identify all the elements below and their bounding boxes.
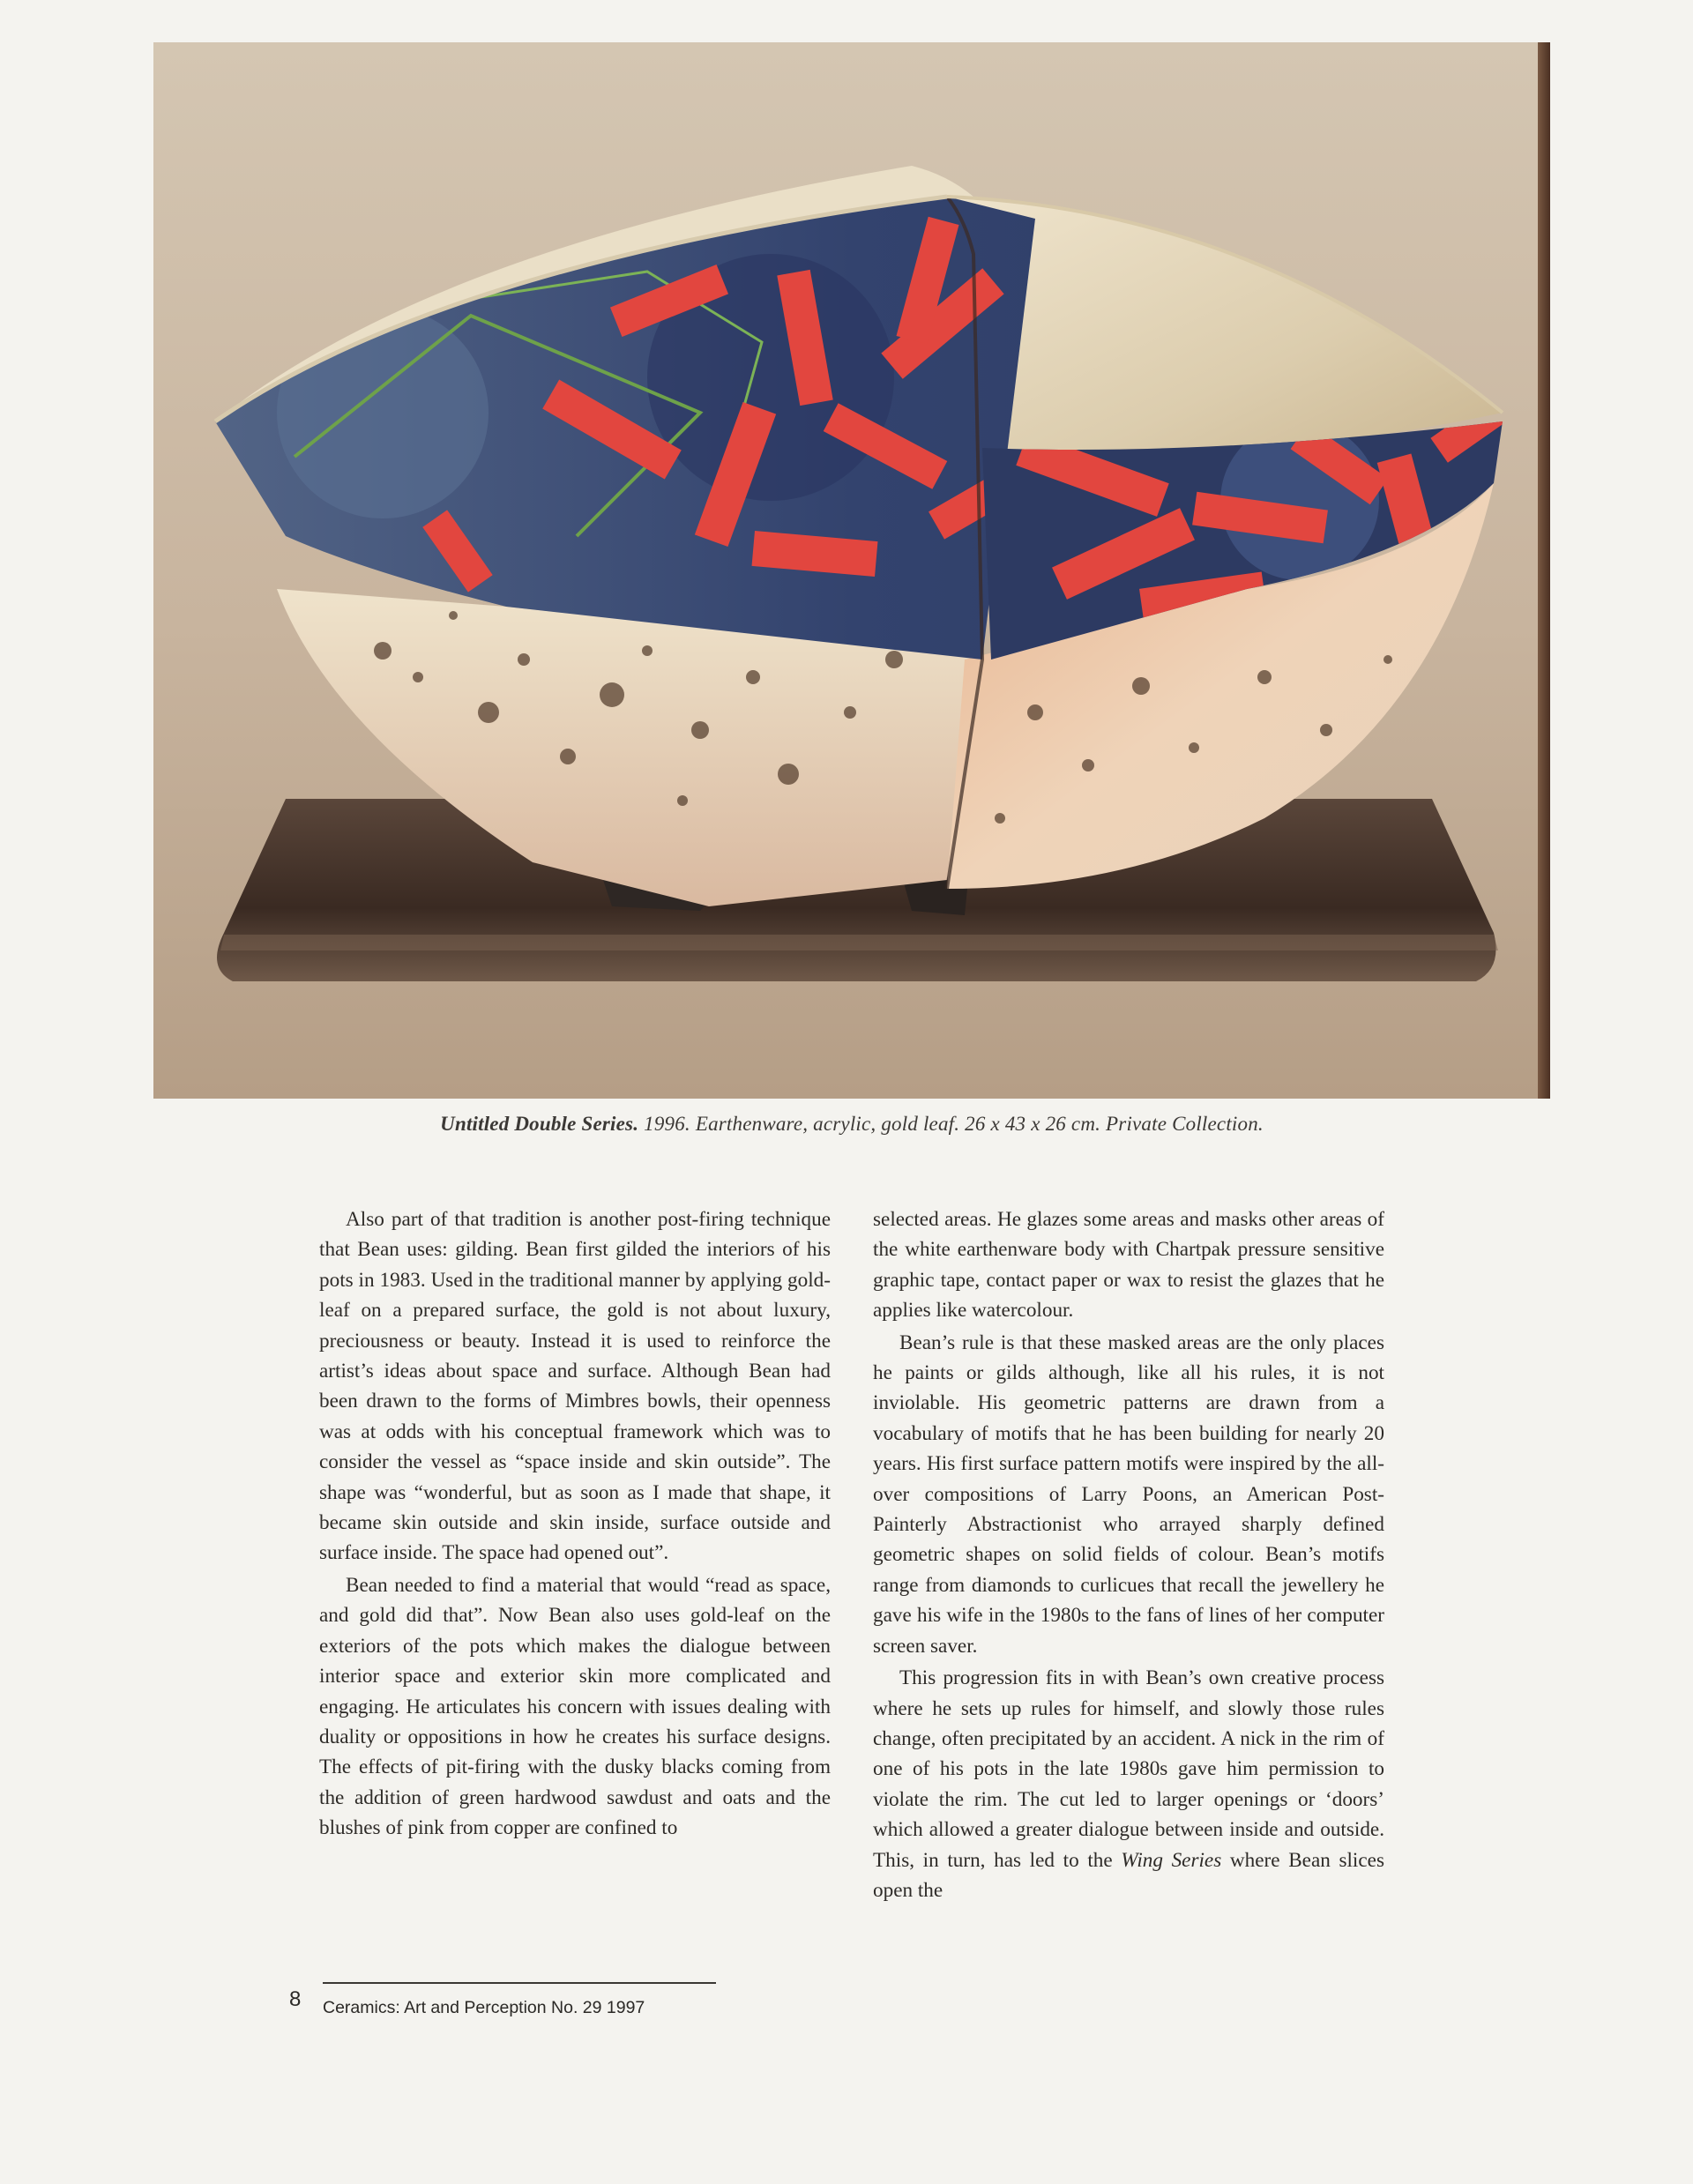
paragraph-text: This progression fits in with Bean’s own creative process where he sets up rules for himself, and slowly those rules change, often precipitated by an accident. A nick in the rim of one of his pots in the late 1980s gave him permission to violate the rim. The cut led to larger openings or ‘doors’ which allowed a greater dialogue between inside and outside. This, in turn, has led to the [873, 1666, 1384, 1872]
figure-caption [153, 1113, 1550, 1136]
artwork-photo [153, 42, 1550, 1099]
photo-edge-strip [1538, 42, 1550, 1099]
page-number: 8 [289, 1987, 302, 2011]
paragraph: Also part of that tradition is another post-firing technique that Bean uses: gilding. Bean first gilded the interiors of his pots in 1983. Used in the traditional manner by applying gold-leaf on a prepared surface, the gold is not about luxury, preciousness or beauty. Instead it is used to reinforce the artist’s ideas about space and surface. Although Bean had been drawn to the forms of Mimbres bowls, their openness was at odds with his conceptual framework which was to consider the vessel as “space inside and skin outside”. The shape was “wonderful, but as soon as I made that shape, it became skin outside and skin inside, surface outside and surface inside. The space had opened out”. [319, 1208, 831, 1565]
paragraph: Bean needed to find a material that would “read as space, and gold did that”. Now Bean also uses gold-leaf on the exteriors of the pots which makes the dialogue between interior space and exterior skin more complicated and engaging. He articulates his concern with issues dealing with duality or oppositions in how he creates his surface designs. The effects of pit-firing with the dusky blacks coming from the addition of green hardwood sawdust and oats and the blushes of pink from copper are confined to [319, 1573, 831, 1840]
paragraph [873, 1663, 1384, 1905]
paragraph: selected areas. He glazes some areas and masks other areas of the white earthenware body with Chartpak pressure sensitive graphic tape, contact paper or wax to resist the glazes that he applies like watercolour. [873, 1208, 1384, 1323]
footer-rule [323, 1982, 716, 1984]
right-text-column [873, 1204, 1384, 1905]
left-text-column [319, 1204, 831, 1844]
caption-details: 1996. Earthenware, acrylic, gold leaf. 26 x 43 x 26 cm. Private Collection. [638, 1113, 1264, 1135]
paragraph: Bean’s rule is that these masked areas are the only places he paints or gilds although, like all his rules, it is not inviolable. His geometric patterns are drawn from a vocabulary of motifs that he has been building for nearly 20 years. His first surface pattern motifs were inspired by the all-over compositions of Larry Poons, an American Post-Painterly Abstractionist who arrayed sharply defined geometric shapes on solid fields of colour. Bean’s motifs range from diamonds to curlicues that recall the jewellery he gave his wife in the 1980s to the fans of lines of her computer screen saver. [873, 1331, 1384, 1658]
caption-title: Untitled Double Series. [440, 1113, 639, 1135]
paragraph-text: where Bean slices open the [873, 1848, 1384, 1902]
series-title: Wing Series [1121, 1848, 1222, 1872]
journal-citation: Ceramics: Art and Perception No. 29 1997 [323, 1998, 645, 2017]
bowl-illustration [153, 42, 1550, 1099]
